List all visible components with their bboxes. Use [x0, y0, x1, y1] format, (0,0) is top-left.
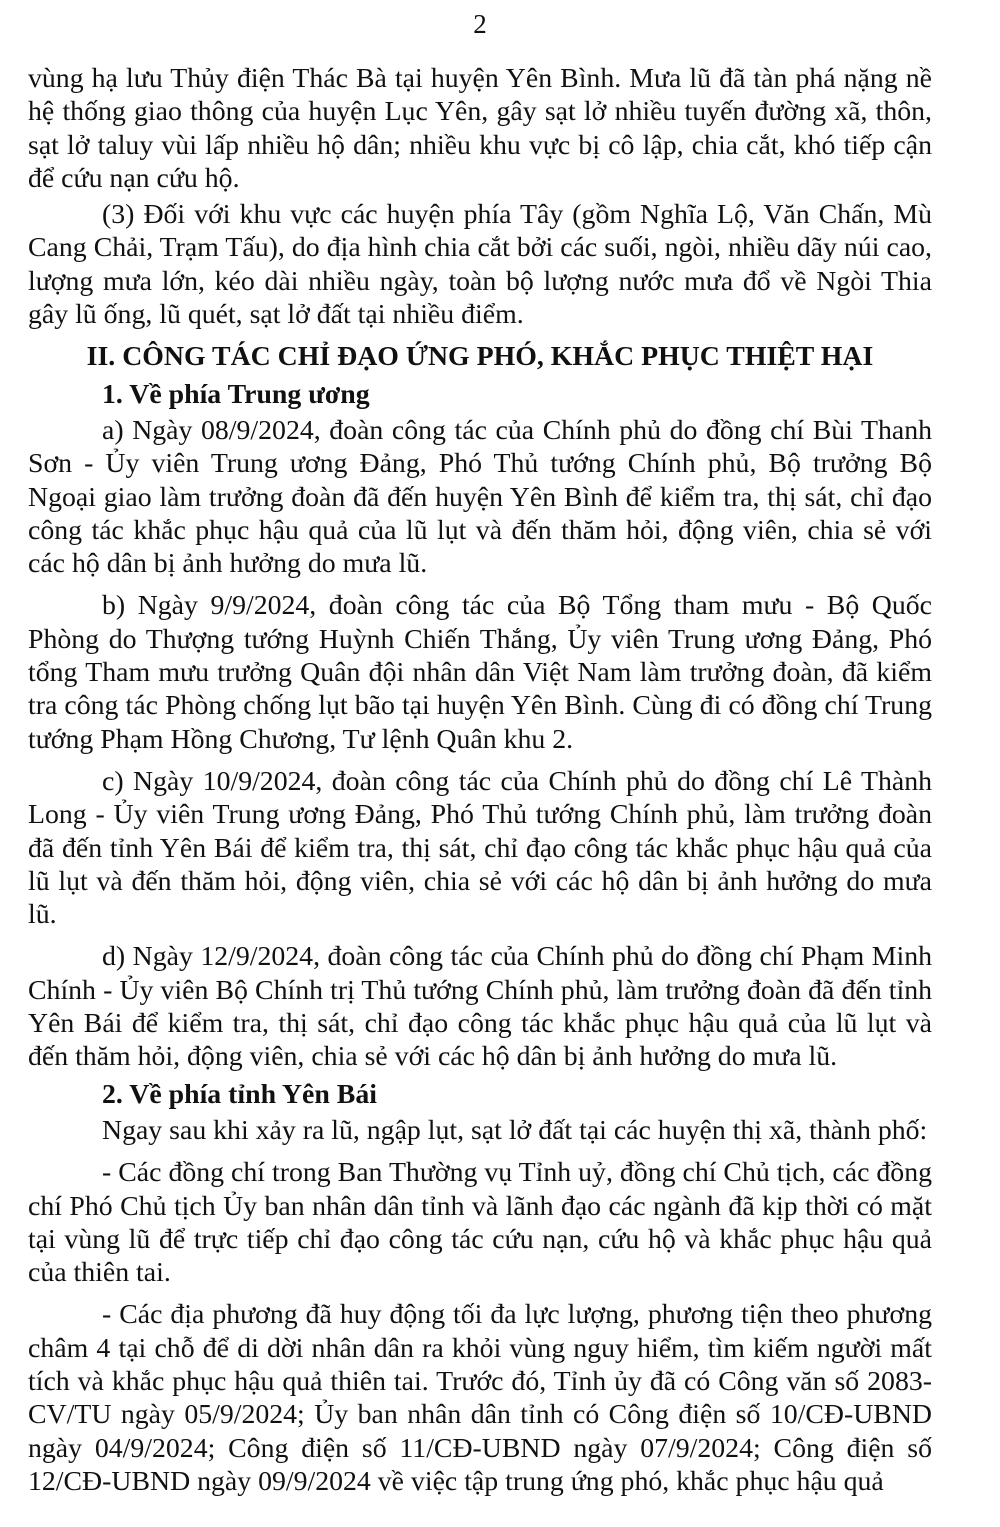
- subsection-heading-central: 1. Về phía Trung ương: [102, 378, 370, 410]
- paragraph-west-districts: (3) Đối với khu vực các huyện phía Tây (gồm Nghĩa Lộ, Văn Chấn, Mù Cang Chải, Trạm Tấu), do địa hình chia cắt bởi các suối, ngòi, nhiều dãy núi cao, lượng mưa lớn, kéo dài nhiều ngày, toàn bộ lượng nước mưa đổ về Ngòi Thia gây lũ ống, lũ quét, sạt lở đất tại nhiều điểm.: [28, 199, 932, 331]
- paragraph-intro: Ngay sau khi xảy ra lũ, ngập lụt, sạt lở đất tại các huyện thị xã, thành phố:: [102, 1114, 928, 1146]
- paragraph-continuation: vùng hạ lưu Thủy điện Thác Bà tại huyện Yên Bình. Mưa lũ đã tàn phá nặng nề hệ thống giao thông của huyện Lục Yên, gây sạt lở nhiều tuyến đường xã, thôn, sạt lở taluy vùi lấp nhiều hộ dân; nhiều khu vực bị cô lập, chia cắt, khó tiếp cận để cứu nạn cứu hộ.: [28, 63, 932, 194]
- page-number: 2: [473, 9, 487, 39]
- paragraph-item-b: b) Ngày 9/9/2024, đoàn công tác của Bộ Tổng tham mưu - Bộ Quốc Phòng do Thượng tướng Huỳnh Chiến Thắng, Ủy viên Trung ương Đảng, Phó tổng Tham mưu trưởng Quân đội nhân dân Việt Nam làm trưởng đoàn, đã kiểm tra công tác Phòng chống lụt bão tại huyện Yên Bình. Cùng đi có đồng chí Trung tướng Phạm Hồng Chương, Tư lệnh Quân khu 2.: [28, 590, 932, 755]
- paragraph-dash-2: - Các địa phương đã huy động tối đa lực lượng, phương tiện theo phương châm 4 tại chỗ để di dời nhân dân ra khỏi vùng nguy hiểm, tìm kiếm người mất tích và khắc phục hậu quả thiên tai. Trước đó, Tỉnh ủy đã có Công văn số 2083-CV/TU ngày 05/9/2024; Ủy ban nhân dân tỉnh có Công điện số 10/CĐ-UBND ngày 04/9/2024; Công điện số 11/CĐ-UBND ngày 07/9/2024; Công điện số 12/CĐ-UBND ngày 09/9/2024 về việc tập trung ứng phó, khắc phục hậu quả: [28, 1299, 932, 1497]
- paragraph-dash-1: - Các đồng chí trong Ban Thường vụ Tỉnh uỷ, đồng chí Chủ tịch, các đồng chí Phó Chủ tịch Ủy ban nhân dân tỉnh và lãnh đạo các ngành đã kịp thời có mặt tại vùng lũ để trực tiếp chỉ đạo công tác cứu nạn, cứu hộ và khắc phục hậu quả của thiên tai.: [28, 1157, 932, 1289]
- paragraph-item-a: a) Ngày 08/9/2024, đoàn công tác của Chính phủ do đồng chí Bùi Thanh Sơn - Ủy viên Trung ương Đảng, Phó Thủ tướng Chính phủ, Bộ trưởng Bộ Ngoại giao làm trưởng đoàn đã đến huyện Yên Bình để kiểm tra, thị sát, chỉ đạo công tác khắc phục hậu quả của lũ lụt và đến thăm hỏi, động viên, chia sẻ với các hộ dân bị ảnh hưởng do mưa lũ.: [28, 414, 932, 580]
- paragraph-item-c: c) Ngày 10/9/2024, đoàn công tác của Chính phủ do đồng chí Lê Thành Long - Ủy viên Trung ương Đảng, Phó Thủ tướng Chính phủ, làm trưởng đoàn đã đến tỉnh Yên Bái để kiểm tra, thị sát, chỉ đạo công tác khắc phục hậu quả của lũ lụt và đến thăm hỏi, động viên, chia sẻ với các hộ dân bị ảnh hưởng do mưa lũ.: [28, 765, 932, 931]
- paragraph-item-d: d) Ngày 12/9/2024, đoàn công tác của Chính phủ do đồng chí Phạm Minh Chính - Ủy viên Bộ Chính trị Thủ tướng Chính phủ, làm trưởng đoàn đã đến tỉnh Yên Bái để kiểm tra, thị sát, chỉ đạo công tác khắc phục hậu quả của lũ lụt và đến thăm hỏi, động viên, chia sẻ với các hộ dân bị ảnh hưởng do mưa lũ.: [28, 941, 932, 1073]
- subsection-heading-province: 2. Về phía tỉnh Yên Bái: [102, 1078, 377, 1110]
- document-page: [28, 0, 932, 1498]
- section-heading-ii: II. CÔNG TÁC CHỈ ĐẠO ỨNG PHÓ, KHẮC PHỤC THIỆT HẠI: [86, 341, 874, 373]
